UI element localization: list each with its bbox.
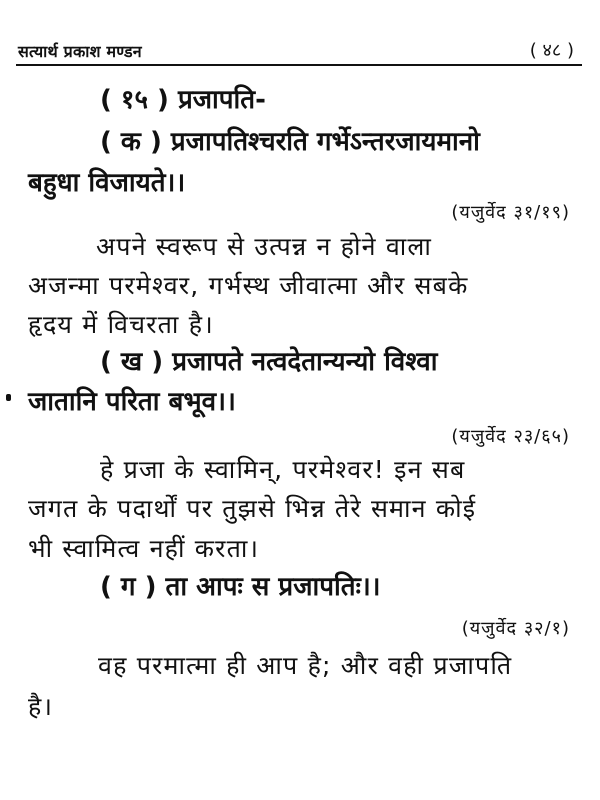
verse-g: ( ग ) ता आपः स प्रजापतिः।। <box>100 572 381 602</box>
meaning-kh-line-3: भी स्वामित्व नहीं करता। <box>28 534 260 563</box>
meaning-g-line-1: वह परमात्मा ही आप है; और वही प्रजापति <box>98 651 513 680</box>
page-header <box>18 34 574 62</box>
meaning-k-line-1: अपने स्वरूप से उत्पन्न न होने वाला <box>96 232 433 261</box>
reference-k: (यजुर्वेद ३१/१९) <box>451 202 570 223</box>
section-heading: ( १५ ) प्रजापति- <box>100 85 266 115</box>
meaning-k-line-3: हृदय में विचरता है। <box>28 310 214 339</box>
verse-kh-line-2: जातानि परिता बभूव।। <box>28 387 236 417</box>
meaning-k-line-2: अजन्मा परमेश्वर, गर्भस्थ जीवात्मा और सबके <box>28 271 469 300</box>
meaning-g-line-2: है। <box>28 692 54 721</box>
verse-k-line-2: बहुधा विजायते।। <box>28 168 186 198</box>
meaning-kh-line-1: हे प्रजा के स्वामिन्, परमेश्वर! इन सब <box>100 455 466 484</box>
reference-g: (यजुर्वेद ३२/१) <box>461 618 570 639</box>
reference-kh: (यजुर्वेद २३/६५) <box>451 426 570 447</box>
margin-mark <box>6 394 11 401</box>
meaning-kh-line-2: जगत के पदार्थों पर तुझसे भिन्न तेरे समान कोई <box>28 494 477 523</box>
verse-k-line-1: ( क ) प्रजापतिश्चरति गर्भेऽन्तरजायमानो <box>100 127 480 157</box>
header-rule <box>16 64 582 66</box>
running-title: सत्यार्थ प्रकाश मण्डन <box>18 42 142 61</box>
verse-kh-line-1: ( ख ) प्रजापते नत्वदेतान्यन्यो विश्वा <box>100 347 438 377</box>
page-number: ( ४८ ) <box>529 40 574 61</box>
